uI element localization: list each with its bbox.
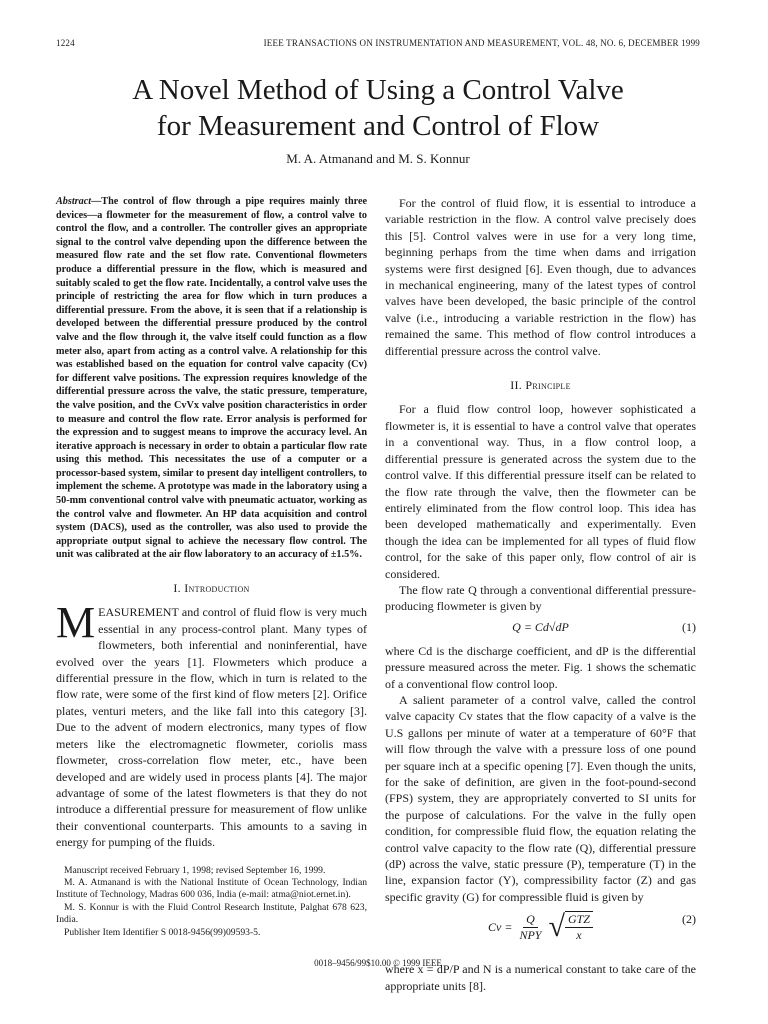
equation-2-number: (2) <box>682 912 696 927</box>
authors: M. A. Atmanand and M. S. Konnur <box>286 151 470 166</box>
abstract-label: Abstract <box>56 196 92 207</box>
paragraph-discharge: where Cd is the discharge coefficient, and dP is the differential pressure measured across the meter. Fig. 1 shows the schematic of a conventional flow control loop. <box>385 643 696 691</box>
footnote-publisher-id: Publisher Item Identifier S 0018-9456(99)09593-5. <box>64 926 261 938</box>
fraction-denominator: x <box>576 928 582 943</box>
equation-2-lhs: Cv = <box>488 920 513 935</box>
section-heading-principle <box>385 377 696 393</box>
footnote-author-2: M. S. Konnur is with the Fluid Control Research Institute, Palghat 678 623, India. <box>56 901 367 926</box>
intro-paragraph <box>56 598 367 850</box>
title-line-2: for Measurement and Control of Flow <box>156 110 600 142</box>
copyright-footer: 0018–9456/99$10.00 © 1999 IEEE <box>314 958 442 968</box>
square-root <box>548 911 592 943</box>
section-number: I. <box>173 581 181 596</box>
fraction-numerator: GTZ <box>565 912 593 928</box>
fraction-q-npy <box>516 912 544 943</box>
paragraph-principle: For a fluid flow control loop, however sophisticated a flowmeter is, it is essential to have a control valve that operates in a conventional way. Thus, in a flow control loop, a differential pressure is generated across the system due to the control valve. If this differential pressure itself can be related to the flow rate through the valve, then the flowmeter can be entirely eliminated from the flow control loop. This idea has been developed mathematically and experimentally. Even though the idea can be implemented for all types of fluid flow control, for the sake of this paper only, flow control of air is considered. <box>385 402 696 581</box>
left-column <box>56 195 367 939</box>
equation-1-body: Q = Cd√dP <box>512 619 569 634</box>
paragraph-valve-capacity: A salient parameter of a control valve, called the control valve capacity Cv states that the flow capacity of a valve is the U.S gallons per minute of water at a temperature of 60°F that will flow through the valve with a pressure loss of one pound per square inch at a specific opening [7]. Even though the units, for the sake of definition, are given in the foot-pound-second (FPS) system, they are appropriately converted to SI units for the purpose of calculations. For the valve in the fully open condition, for compressible fluid flow, the equation relating the control valve capacity to the flow rate (Q), differential pressure (dP) across the valve, static pressure (P), temperature (T) in the line, expansion factor (Y), compressibility factor (Z) and gas specific gravity (G) for compressible fluid is given by <box>385 692 696 904</box>
footnote-received: Manuscript received February 1, 1998; revised September 16, 1999. <box>64 864 326 876</box>
drop-cap: M <box>56 598 96 648</box>
paragraph-flow-rate: The flow rate Q through a conventional differential pressure-producing flowmeter is given by <box>385 582 696 614</box>
section-title: Principle <box>525 378 571 393</box>
radicand <box>565 911 593 943</box>
footnotes <box>56 865 367 939</box>
equation-1 <box>385 619 696 639</box>
intro-text: EASUREMENT and control of fluid flow is very much essential in any process-control plant. Many types of flowmeters, both inferential and noninferential, have evolved over the years [1]. Flowmeters which produce a differential pressure in the flow, which in turn is related to the flow rate, were some of the first kind of flow meters [2]. Orifice plates, venturi meters, and the like fall into this category [3]. Due to the advent of modern electronics, many types of flow meters like the electromagnetic flowmeter, coriolis mass flowmeter, cross-correlation flow meter, etc., have been developed and are widely used in process plants [4]. The major advantage of some of the latest flowmeters is that they do not introduce a differential pressure for measurement of flow unlike their conventional counterparts. This amounts to a saving in energy for pumping of the fluids. <box>56 605 367 850</box>
section-number: II. <box>510 378 523 393</box>
paragraph-control-valves: For the control of fluid flow, it is essential to introduce a variable restriction in the flow. A control valve precisely does this [5]. Control valves were in use for a very long time, beginning perhaps from the time when dams and irrigation systems were first designed [6]. Even though, due to advances in mechanical engineering, many of the latest types of control valves have been developed, the basic principle of the control valve (i.e., introducing a variable restriction in the flow) has remained the same. This method of flow control introduces a differential pressure across the control valve. <box>385 196 696 358</box>
abstract <box>56 195 367 562</box>
abstract-text: —The control of flow through a pipe requires mainly three devices—a flowmeter for the measurement of flow, a control valve to control the flow, and a controller. The controller gives an appropriate signal to the control valve depending upon the difference between the measured flow rate and the set flow rate. Conventional flowmeters produce a differential pressure in the flow, which is measured and suitably scaled to get the flow rate. Incidentally, a control valve uses the principle of restricting the area for flow which in turn produces a differential pressure. From the above, it is seen that if a relationship is developed between the differential pressure produced by the control valve and the flow through it, the valve itself could function as a flow meter also, apart from acting as a control valve. A relationship for this was established based on the equation for control valve capacity (Cv) for different valve positions. The expression requires knowledge of the differential pressure across the valve, the static pressure, temperature, the valve position, and the CvVx valve position characteristics in order to measure and control the flow rate. Error analysis is performed for the expression and to suggest means to improve the accuracy level. An iterative approach is necessary in order to obtain a particular flow rate using this method. This necessitates the use of a computer or a processor-based system, similar to present day intelligent controllers, to implement the scheme. A prototype was made in the laboratory using a 50-mm conventional control valve with pneumatic actuator, working as the control valve and flowmeter. An HP data acquisition and control system (DACS), used as the controller, was also used to provide the appropriate output signal to achieve the necessary flow control. The unit was calibrated at the air flow laboratory to an accuracy of ±1.5%. <box>56 196 367 561</box>
fraction-gtz-x <box>565 912 593 943</box>
paper-title <box>56 72 700 144</box>
footnote-author-1: M. A. Atmanand is with the National Institute of Ocean Technology, Indian Institute of Technology, Madras 600 036, India (e-mail: atma@niot.ernet.in). <box>56 876 367 901</box>
equation-2 <box>385 911 696 955</box>
equation-1-number: (1) <box>682 619 696 634</box>
page-number: 1224 <box>56 38 75 48</box>
paragraph-x-definition: where x = dP/P and N is a numerical constant to take care of the appropriate units [8]. <box>385 962 696 993</box>
section-title: Introduction <box>184 581 250 596</box>
right-column <box>385 195 696 994</box>
fraction-denominator: NPY <box>519 927 542 942</box>
radical-sign: √ <box>548 910 565 944</box>
equation-2-body <box>488 911 593 943</box>
fraction-numerator: Q <box>523 912 538 928</box>
running-header <box>56 38 700 50</box>
title-line-1: A Novel Method of Using a Control Valve <box>132 74 624 106</box>
journal-header: IEEE TRANSACTIONS ON INSTRUMENTATION AND MEASUREMENT, VOL. 48, NO. 6, DECEMBER 1999 <box>263 38 700 48</box>
section-heading-introduction <box>56 580 367 596</box>
